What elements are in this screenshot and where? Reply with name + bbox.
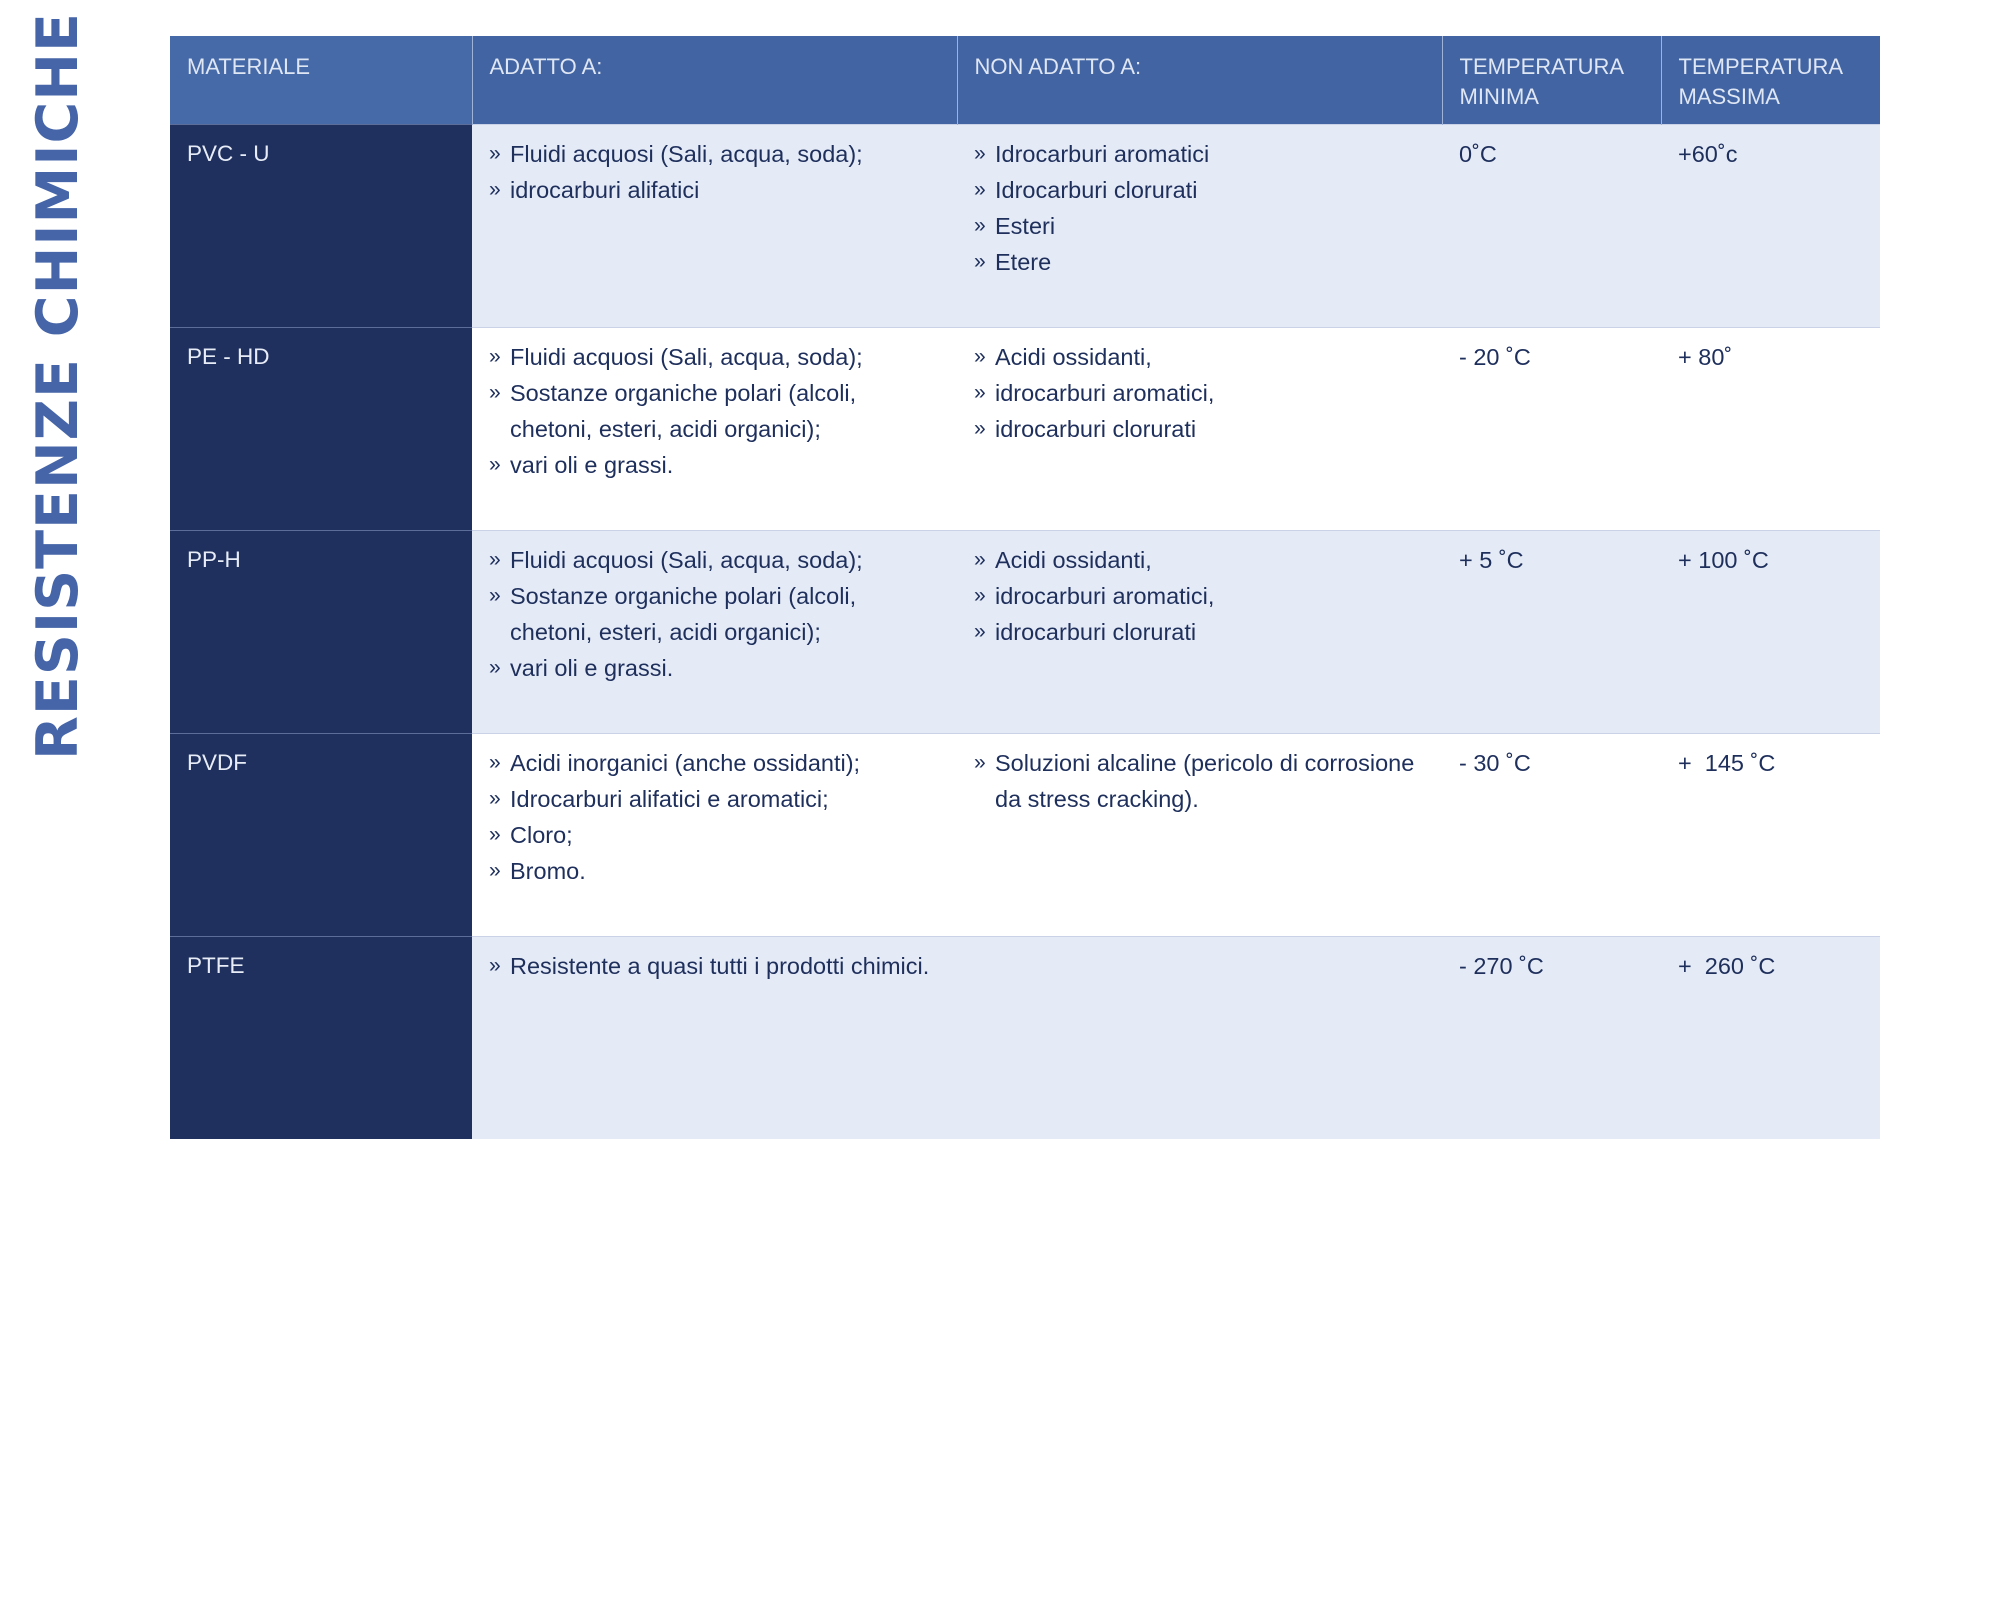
suitable-item: » Idrocarburi alifatici e aromatici; — [489, 781, 941, 817]
suitable-cell — [472, 733, 957, 936]
page-title: RESISTENZE CHIMICHE — [25, 12, 91, 760]
unsuitable-item: » idrocarburi clorurati — [974, 614, 1426, 650]
suitable-cell — [472, 530, 957, 733]
unsuitable-cell — [957, 327, 1442, 530]
header-temp-min: TEMPERATURA MINIMA — [1442, 36, 1661, 124]
header-unsuitable: NON ADATTO A: — [957, 36, 1442, 124]
suitable-cell — [472, 327, 957, 530]
table-row — [170, 936, 1880, 1139]
temp-max-cell: + 100 ˚C — [1661, 530, 1880, 733]
unsuitable-cell — [957, 530, 1442, 733]
temp-max-cell: + 260 ˚C — [1661, 936, 1880, 1139]
temp-min-cell: - 20 ˚C — [1442, 327, 1661, 530]
temp-min-cell: + 5 ˚C — [1442, 530, 1661, 733]
header-material: MATERIALE — [170, 36, 472, 124]
suitable-item: » idrocarburi alifatici — [489, 172, 941, 208]
unsuitable-item: » Idrocarburi aromatici — [974, 136, 1426, 172]
unsuitable-item: » Acidi ossidanti, — [974, 339, 1426, 375]
temp-max-cell: + 80˚ — [1661, 327, 1880, 530]
unsuitable-item: » Idrocarburi clorurati — [974, 172, 1426, 208]
unsuitable-item: » Etere — [974, 244, 1426, 280]
temp-min-cell: - 270 ˚C — [1442, 936, 1661, 1139]
unsuitable-cell — [957, 936, 1442, 1139]
suitable-item: » vari oli e grassi. — [489, 447, 941, 483]
temp-max-cell: +60˚c — [1661, 124, 1880, 327]
suitable-item: » Resistente a quasi tutti i prodotti chimici. — [489, 948, 941, 984]
table-header-row — [170, 36, 1880, 124]
suitable-item: » Cloro; — [489, 817, 941, 853]
suitable-item: » Acidi inorganici (anche ossidanti); — [489, 745, 941, 781]
material-cell: PP-H — [170, 530, 472, 733]
chemical-resistance-table — [170, 36, 1880, 1139]
suitable-item: » Fluidi acquosi (Sali, acqua, soda); — [489, 542, 941, 578]
temp-max-cell: + 145 ˚C — [1661, 733, 1880, 936]
header-temp-max: TEMPERATURA MASSIMA — [1661, 36, 1880, 124]
unsuitable-item: » Soluzioni alcaline (pericolo di corrosione da stress cracking). — [974, 745, 1426, 817]
suitable-item: » Fluidi acquosi (Sali, acqua, soda); — [489, 339, 941, 375]
unsuitable-cell — [957, 124, 1442, 327]
unsuitable-item: » Acidi ossidanti, — [974, 542, 1426, 578]
suitable-item: » Sostanze organiche polari (alcoli, chetoni, esteri, acidi organici); — [489, 578, 941, 650]
table-row — [170, 733, 1880, 936]
table-row — [170, 327, 1880, 530]
unsuitable-item: » idrocarburi aromatici, — [974, 375, 1426, 411]
unsuitable-item: » Esteri — [974, 208, 1426, 244]
suitable-item: » Sostanze organiche polari (alcoli, chetoni, esteri, acidi organici); — [489, 375, 941, 447]
unsuitable-cell — [957, 733, 1442, 936]
suitable-item: » vari oli e grassi. — [489, 650, 941, 686]
material-cell: PVDF — [170, 733, 472, 936]
temp-min-cell: 0˚C — [1442, 124, 1661, 327]
material-cell: PE - HD — [170, 327, 472, 530]
suitable-cell — [472, 936, 957, 1139]
unsuitable-item: » idrocarburi aromatici, — [974, 578, 1426, 614]
table-row — [170, 530, 1880, 733]
suitable-cell — [472, 124, 957, 327]
unsuitable-item: » idrocarburi clorurati — [974, 411, 1426, 447]
material-cell: PVC - U — [170, 124, 472, 327]
header-suitable: ADATTO A: — [472, 36, 957, 124]
material-cell: PTFE — [170, 936, 472, 1139]
suitable-item: » Bromo. — [489, 853, 941, 889]
suitable-item: » Fluidi acquosi (Sali, acqua, soda); — [489, 136, 941, 172]
table-row — [170, 124, 1880, 327]
temp-min-cell: - 30 ˚C — [1442, 733, 1661, 936]
